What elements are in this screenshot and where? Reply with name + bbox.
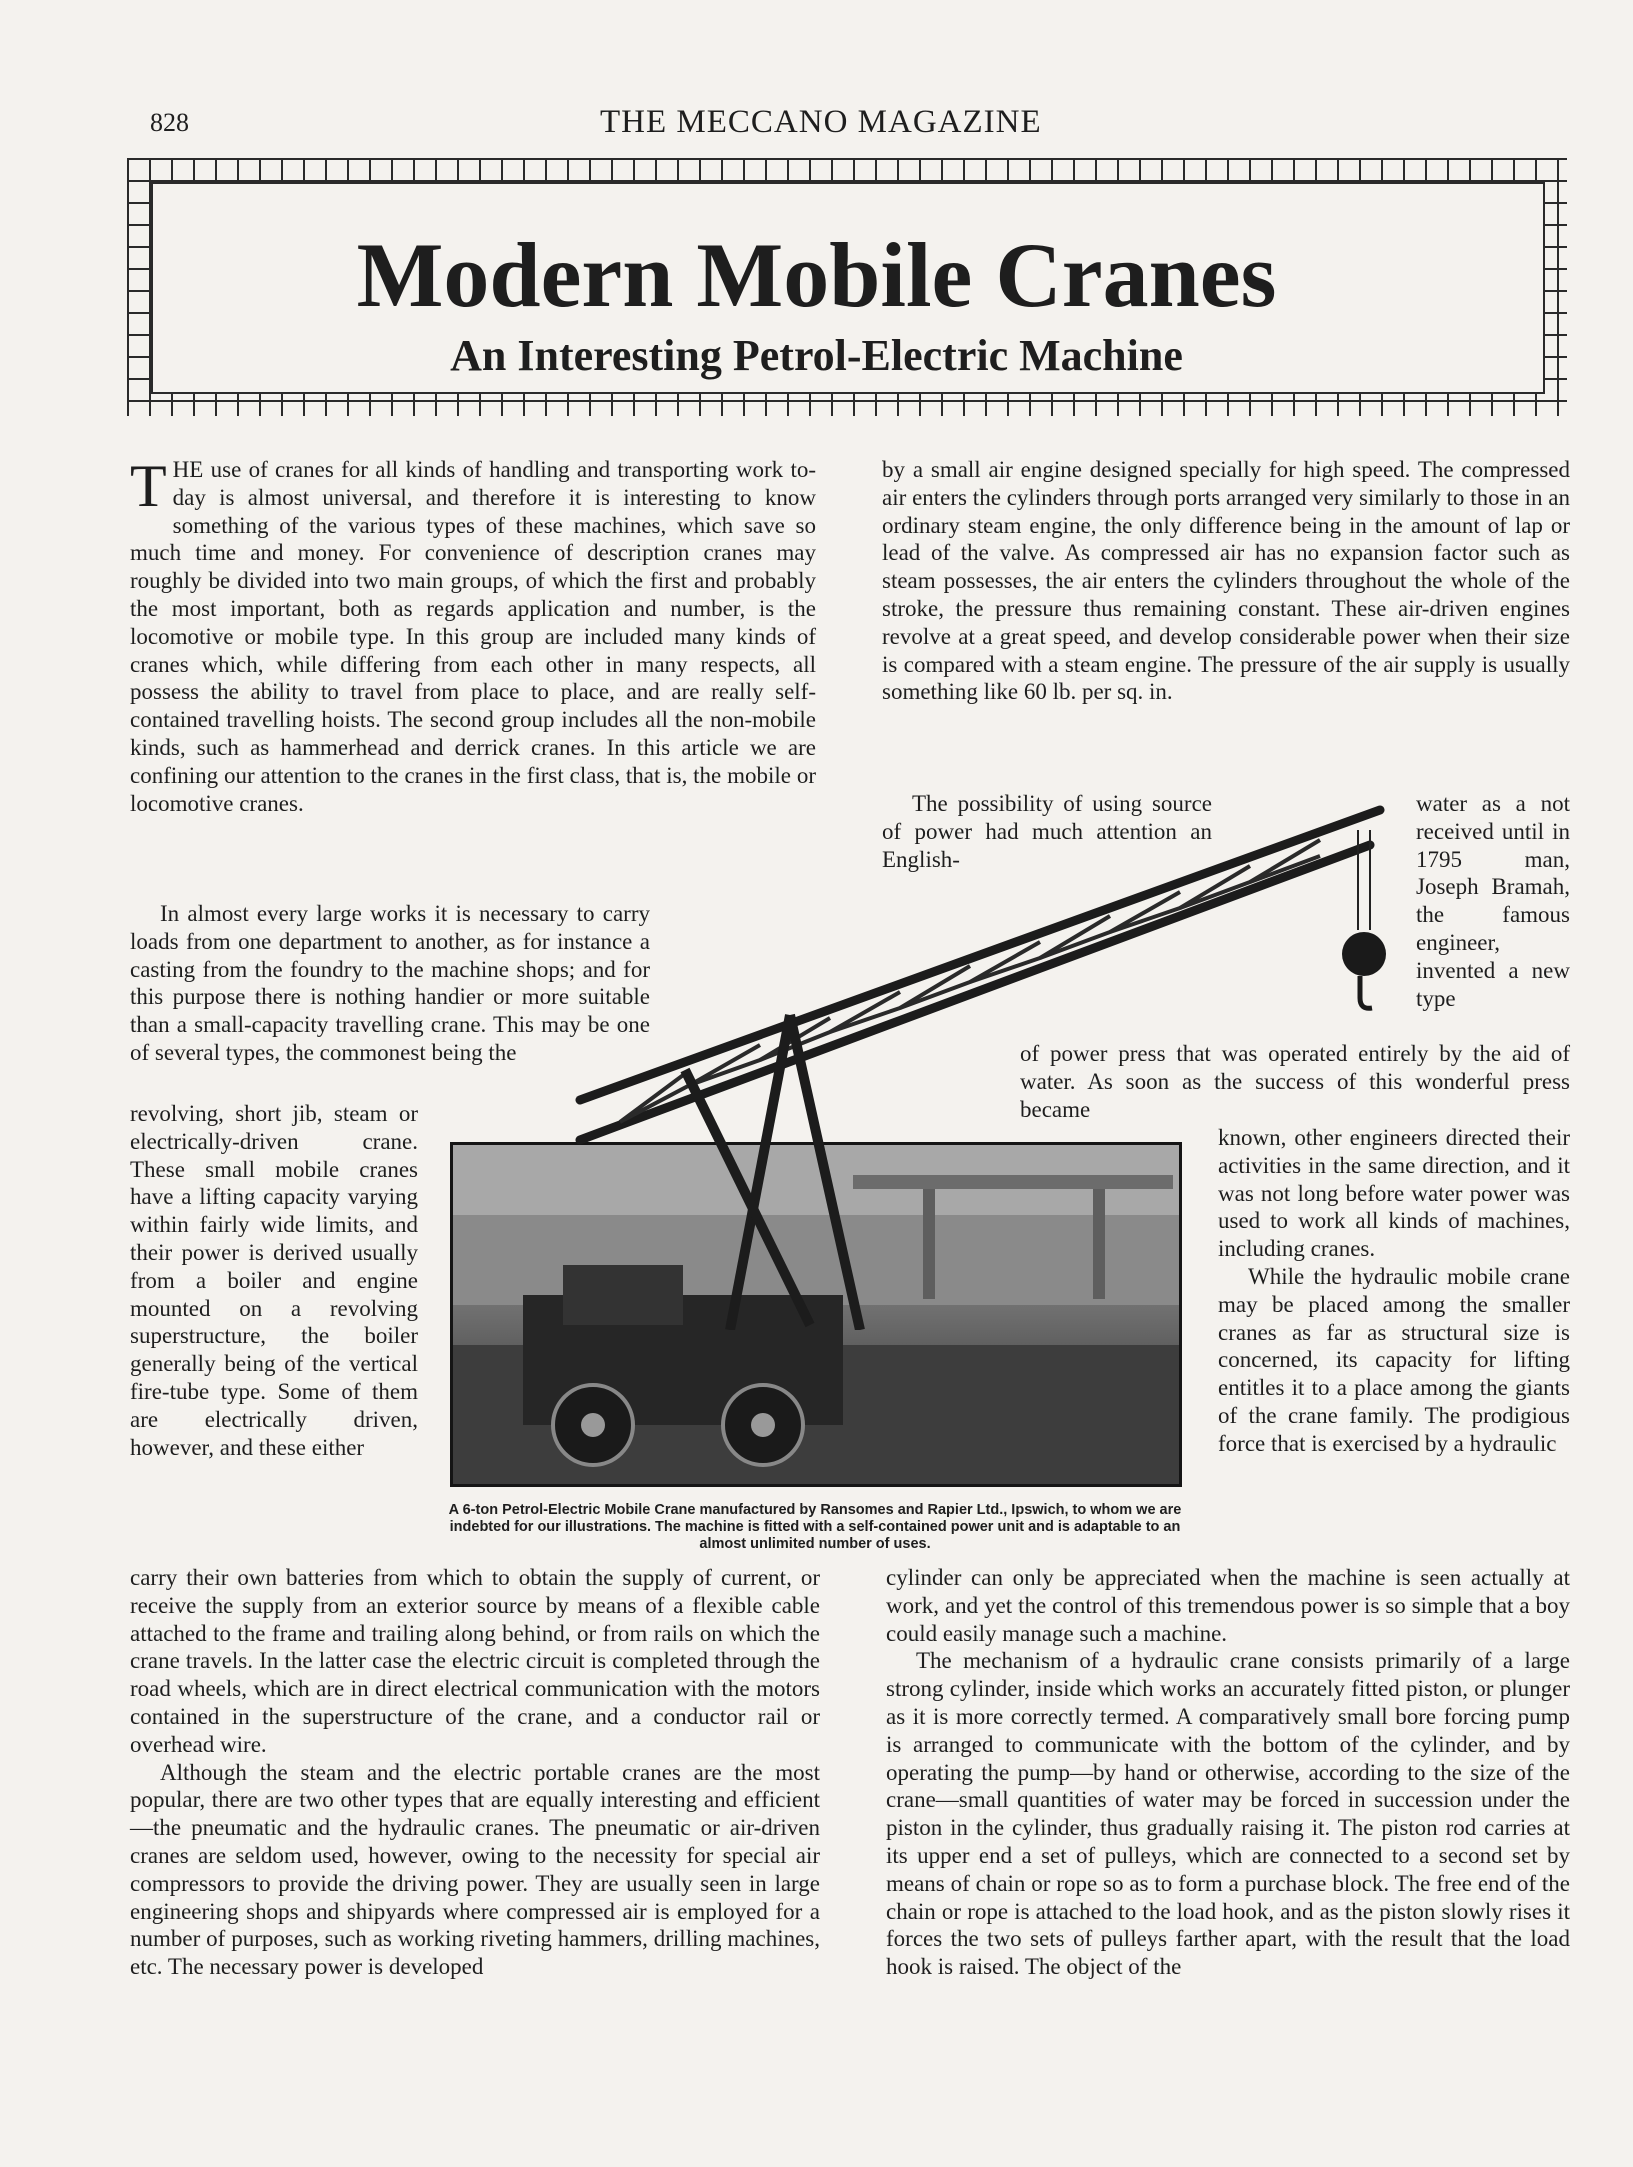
paragraph: The possibility of using source of power had much attention an English-: [882, 791, 1212, 872]
paragraph: The mechanism of a hydraulic crane consists primarily of a large strong cylinder, inside which works an accurately fitted piston, or plunger as it is more correctly termed. A comparatively small bore forcing pump is arranged to communicate with the bottom of the cylinder, and by operating the pump—by hand or otherwise, according to the size of the crane—small quantities of water may be forced in succession under the piston in the cylinder, thus gradually raising it. The piston rod carries at its upper end a set of pulleys, which are connected to a second set by means of chain or rope so as to form a purchase block. The free end of the chain or rope is attached to the load hook, and as the piston slowly rises it forces the two sets of pulleys farther apart, with the result that the load hook is raised. The object of the: [886, 1648, 1570, 1980]
page-number: 828: [150, 108, 189, 137]
paragraph: HE use of cranes for all kinds of handling and transporting work to-day is almost universal, and therefore it is interesting to know something of the various types of these machines, which save so much time and money. For convenience of description cranes may roughly be divided into two main groups, of which the first and probably the most important, both as regards application and number, is the locomotive or mobile type. In this group are included many kinds of cranes which, while differing from each other in many respects, all possess the ability to travel from place to place, and are really self-contained travelling hoists. The second group includes all the non-mobile kinds, such as hammerhead and derrick cranes. In this article we are confining our attention to the cranes in the first class, that is, the mobile or locomotive cranes.: [130, 457, 816, 816]
article-subtitle: An Interesting Petrol-Electric Machine: [450, 331, 1183, 380]
article-title: Modern Mobile Cranes: [356, 224, 1277, 326]
paragraph: carry their own batteries from which to obtain the supply of current, or receive the supply from an exterior source by means of a flexible cable attached to the frame and trailing along behind, or from rails on which the crane travels. In the latter case the electric circuit is completed through the road wheels, which are in direct electrical communication with the motors contained in the superstructure of the crane, and a conductor rail or overhead wire.: [130, 1565, 820, 1757]
paragraph: In almost every large works it is necessary to carry loads from one department to another, as for instance a casting from the foundry to the machine shops; and for this purpose there is nothing handier or more suitable than a small-capacity travelling crane. This may be one of several types, the commonest being the: [130, 901, 650, 1065]
paragraph: revolving, short jib, steam or electrically-driven crane. These small mobile cranes have a lifting capacity varying within fairly wide limits, and their power is derived usually from a boiler and engine mounted on a revolving superstructure, the boiler generally being of the vertical fire-tube type. Some of them are electrically driven, however, and these either: [130, 1101, 418, 1460]
left-column-bottom: [130, 1564, 820, 1981]
figure-caption: A 6-ton Petrol-Electric Mobile Crane manufactured by Ransomes and Rapier Ltd., Ipswich, to whom we are indebted for our illustrations. The machine is fitted with a self-contained power unit and is adaptable to an almost unlimited number of uses.: [448, 1502, 1182, 1552]
paragraph: by a small air engine designed specially for high speed. The compressed air enters the cylinders through ports arranged very similarly to those in an ordinary steam engine, the only difference being in the amount of lap or lead of the valve. As compressed air has no expansion factor such as steam possesses, the air enters the cylinders throughout the whole of the stroke, the pressure thus remaining constant. These air-driven engines revolve at a great speed, and develop considerable power when their size is compared with a steam engine. The pressure of the air supply is usually something like 60 lb. per sq. in.: [882, 457, 1570, 705]
paragraph: water as a not received until in 1795 man, Joseph Bramah, the famous engineer, invented a new type: [1416, 791, 1570, 1011]
left-column-top: [130, 453, 816, 817]
paragraph: of power press that was operated entirely by the aid of water. As soon as the success of this wonderful press became: [1020, 1041, 1570, 1122]
paragraph: known, other engineers directed their activities in the same direction, and it was not long before water power was used to work all kinds of machines, including cranes.: [1218, 1125, 1570, 1262]
paragraph: Although the steam and the electric portable cranes are the most popular, there are two other types that are equally interesting and efficient —the pneumatic and the hydraulic cranes. The pneumatic or air-driven cranes are seldom used, however, owing to the necessity for special air compressors to provide the driving power. They are usually seen in large engineering shops and shipyards where compressed air is employed for a number of purposes, such as working riveting hammers, drilling machines, etc. The necessary power is developed: [130, 1759, 820, 1980]
right-column-split-right: [1416, 790, 1570, 1012]
left-column-narrow: [130, 1100, 418, 1461]
magazine-title: THE MECCANO MAGAZINE: [600, 104, 1042, 140]
crane-jib-illustration: [540, 770, 1400, 1330]
paragraph: While the hydraulic mobile crane may be placed among the smaller cranes as far as structural size is concerned, its capacity for lifting entitles it to a place among the giants of the crane family. The prodigious force that is exercised by a hydraulic: [1218, 1263, 1570, 1456]
drop-cap: T: [130, 453, 167, 519]
right-column-top: [882, 456, 1570, 706]
right-column-bottom: [886, 1564, 1570, 1981]
paragraph: cylinder can only be appreciated when the machine is seen actually at work, and yet the control of this tremendous power is so simple that a boy could easily manage such a machine.: [886, 1565, 1570, 1646]
